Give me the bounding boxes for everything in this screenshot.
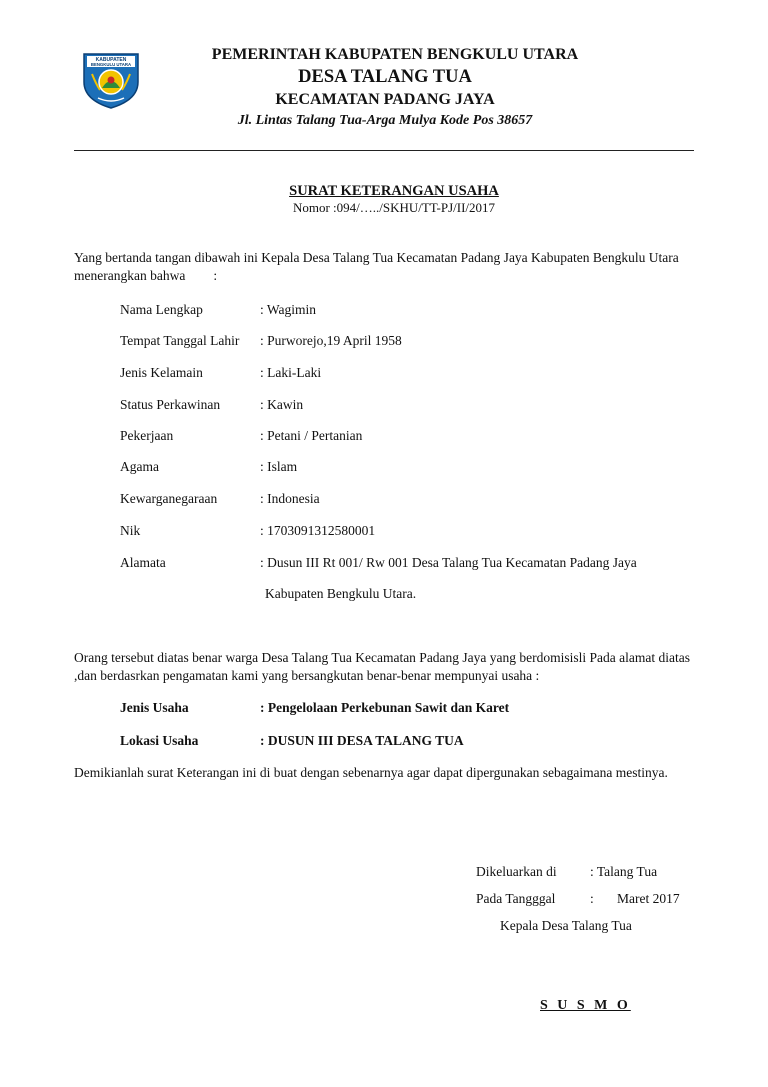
- field-value: : Petani / Pertanian: [260, 428, 363, 443]
- regency-emblem-icon: [80, 48, 142, 110]
- date-colon: :: [590, 891, 594, 906]
- letterhead-district: KECAMATAN PADANG JAYA: [275, 91, 495, 108]
- closing-paragraph: Demikianlah surat Keterangan ini di buat dengan sebenarnya agar dapat dipergunakan sebagaimana mestinya.: [74, 765, 668, 780]
- field-value: : 1703091312580001: [260, 523, 376, 538]
- business-type-value: : Pengelolaan Perkebunan Sawit dan Karet: [260, 700, 510, 715]
- intro-colon: :: [213, 268, 218, 283]
- field-value: : Kawin: [260, 397, 304, 412]
- field-value: : Indonesia: [260, 491, 320, 506]
- document-title: SURAT KETERANGAN USAHA: [289, 183, 499, 199]
- field-value: : Dusun III Rt 001/ Rw 001 Desa Talang Tua Kecamatan Padang Jaya: [260, 555, 637, 570]
- field-value: : Wagimin: [260, 302, 317, 317]
- business-type-label: Jenis Usaha: [120, 700, 189, 715]
- field-label: Nama Lengkap: [120, 302, 203, 317]
- field-value: : Islam: [260, 459, 298, 474]
- letterhead-government: PEMERINTAH KABUPATEN BENGKULU UTARA: [211, 46, 579, 63]
- date-label: Pada Tangggal: [476, 891, 556, 906]
- address-line-2: Kabupaten Bengkulu Utara.: [265, 586, 417, 601]
- business-location-value: : DUSUN III DESA TALANG TUA: [260, 733, 464, 748]
- letterhead-divider: [74, 150, 694, 151]
- signatory-position: Kepala Desa Talang Tua: [500, 918, 632, 933]
- letterhead-address: Jl. Lintas Talang Tua-Arga Mulya Kode Pos 38657: [237, 113, 533, 128]
- intro-text: Yang bertanda tangan dibawah ini Kepala Desa Talang Tua Kecamatan Padang Jaya Kabupaten Bengkulu Utara menerangkan bahwa: [74, 250, 679, 283]
- field-label: Status Perkawinan: [120, 397, 221, 412]
- field-label: Agama: [120, 459, 159, 474]
- field-value: : Purworejo,19 April 1958: [260, 333, 402, 348]
- logo-text-top: KABUPATEN: [95, 57, 127, 63]
- body-paragraph: Orang tersebut diatas benar warga Desa Talang Tua Kecamatan Padang Jaya yang berdomisisli Pada alamat diatas ,dan berdasrkan pengamatan kami yang bersangkutan benar-benar mempunyai usaha :: [74, 650, 690, 683]
- document-number: Nomor :094/…../SKHU/TT-PJ/II/2017: [292, 200, 496, 215]
- field-label: Alamata: [120, 555, 166, 570]
- business-location-label: Lokasi Usaha: [120, 733, 199, 748]
- field-label: Jenis Kelamain: [120, 365, 203, 380]
- field-label: Nik: [120, 523, 141, 538]
- logo-text-bottom: BENGKULU UTARA: [90, 62, 132, 67]
- letterhead-village: DESA TALANG TUA: [298, 67, 472, 87]
- field-label: Pekerjaan: [120, 428, 174, 443]
- signatory-name: S U S M O: [540, 998, 631, 1013]
- field-label: Kewarganegaraan: [120, 491, 218, 506]
- field-label: Tempat Tanggal Lahir: [120, 333, 240, 348]
- issued-at-label: Dikeluarkan di: [476, 864, 557, 879]
- date-value: Maret 2017: [617, 891, 680, 906]
- intro-paragraph: [74, 249, 694, 285]
- issued-at-value: : Talang Tua: [590, 864, 658, 879]
- field-value: : Laki-Laki: [260, 365, 322, 380]
